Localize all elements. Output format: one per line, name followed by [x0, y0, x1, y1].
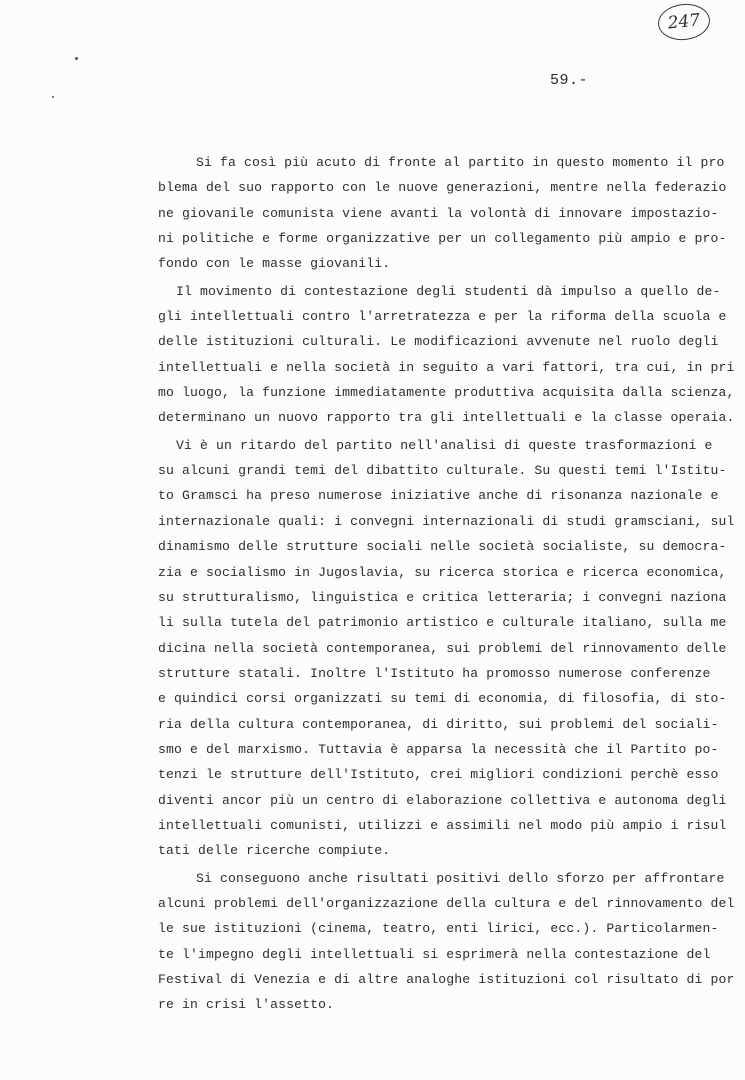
- text-line: diventi ancor più un centro di elaborazione collettiva e autonoma degli: [158, 792, 727, 808]
- text-line: Si fa così più acuto di fronte al partito in questo momento il pro: [196, 155, 725, 170]
- text-line: re in crisi l'assetto.: [158, 997, 335, 1013]
- text-line: su strutturalismo, linguistica e critica letteraria; i convegni naziona: [158, 589, 727, 605]
- text-line: intellettuali e nella società in seguito a vari fattori, tra cui, in pri: [158, 359, 735, 375]
- text-line: ria della cultura contemporanea, di diritto, sui problemi del sociali-: [158, 716, 719, 732]
- text-line: tenzi le strutture dell'Istituto, crei migliori condizioni perchè esso: [158, 767, 719, 783]
- text-line: Vi è un ritardo del partito nell'analisi di queste trasformazioni e: [176, 437, 713, 453]
- text-line: fondo con le masse giovanili.: [158, 256, 391, 272]
- text-line: te l'impegno degli intellettuali si esprimerà nella contestazione del: [158, 946, 711, 962]
- text-line: li sulla tutela del patrimonio artistico e culturale italiano, sulla me: [158, 615, 727, 631]
- text-line: Si conseguono anche risultati positivi dello sforzo per affrontare: [196, 870, 725, 886]
- page-number: 59.-: [550, 72, 589, 89]
- text-line: delle istituzioni culturali. Le modificazioni avvenute nel ruolo degli: [158, 334, 719, 350]
- text-line: strutture statali. Inoltre l'Istituto ha promosso numerose conferenze: [158, 665, 711, 681]
- body-text: [158, 150, 735, 1018]
- archive-stamp-number: 247: [656, 1, 711, 42]
- scan-speck: [52, 96, 54, 98]
- text-line: smo e del marxismo. Tuttavia è apparsa la necessità che il Partito po-: [158, 741, 719, 757]
- text-line: internazionale quali: i convegni internazionali di studi gramsciani, sul: [158, 513, 735, 529]
- text-line: dinamismo delle strutture sociali nelle società socialiste, su democra-: [158, 539, 727, 555]
- text-line: su alcuni grandi temi del dibattito culturale. Su questi temi l'Istitu-: [158, 463, 727, 479]
- text-line: zia e socialismo in Jugoslavia, su ricerca storica e ricerca economica,: [158, 564, 727, 580]
- text-line: ni politiche e forme organizzative per un collegamento più ampio e pro-: [158, 231, 727, 247]
- text-line: dicina nella società contemporanea, sui problemi del rinnovamento delle: [158, 640, 727, 656]
- text-line: Festival di Venezia e di altre analoghe istituzioni col risultato di por: [158, 972, 735, 987]
- text-line: alcuni problemi dell'organizzazione della cultura e del rinnovamento del: [158, 895, 735, 911]
- text-line: blema del suo rapporto con le nuove generazioni, mentre nella federazio: [158, 180, 727, 196]
- text-line: e quindici corsi organizzati su temi di economia, di filosofia, di sto-: [158, 691, 727, 707]
- text-line: determinano un nuovo rapporto tra gli intellettuali e la classe operaia.: [158, 410, 735, 426]
- text-line: le sue istituzioni (cinema, teatro, enti lirici, ecc.). Particolarmen-: [158, 921, 719, 937]
- text-line: to Gramsci ha preso numerose iniziative anche di risonanza nazionale e: [158, 488, 719, 504]
- text-line: ne giovanile comunista viene avanti la volontà di innovare impostazio-: [158, 205, 719, 221]
- text-line: gli intellettuali contro l'arretratezza e per la riforma della scuola e: [158, 309, 727, 325]
- text-line: mo luogo, la funzione immediatamente produttiva acquisita dalla scienza,: [158, 385, 735, 401]
- scan-speck: [75, 57, 78, 60]
- text-line: intellettuali comunisti, utilizzi e assimili nel modo più ampio i risul: [158, 817, 727, 833]
- text-line: Il movimento di contestazione degli studenti dà impulso a quello de-: [176, 283, 721, 299]
- text-line: tati delle ricerche compiute.: [158, 843, 391, 859]
